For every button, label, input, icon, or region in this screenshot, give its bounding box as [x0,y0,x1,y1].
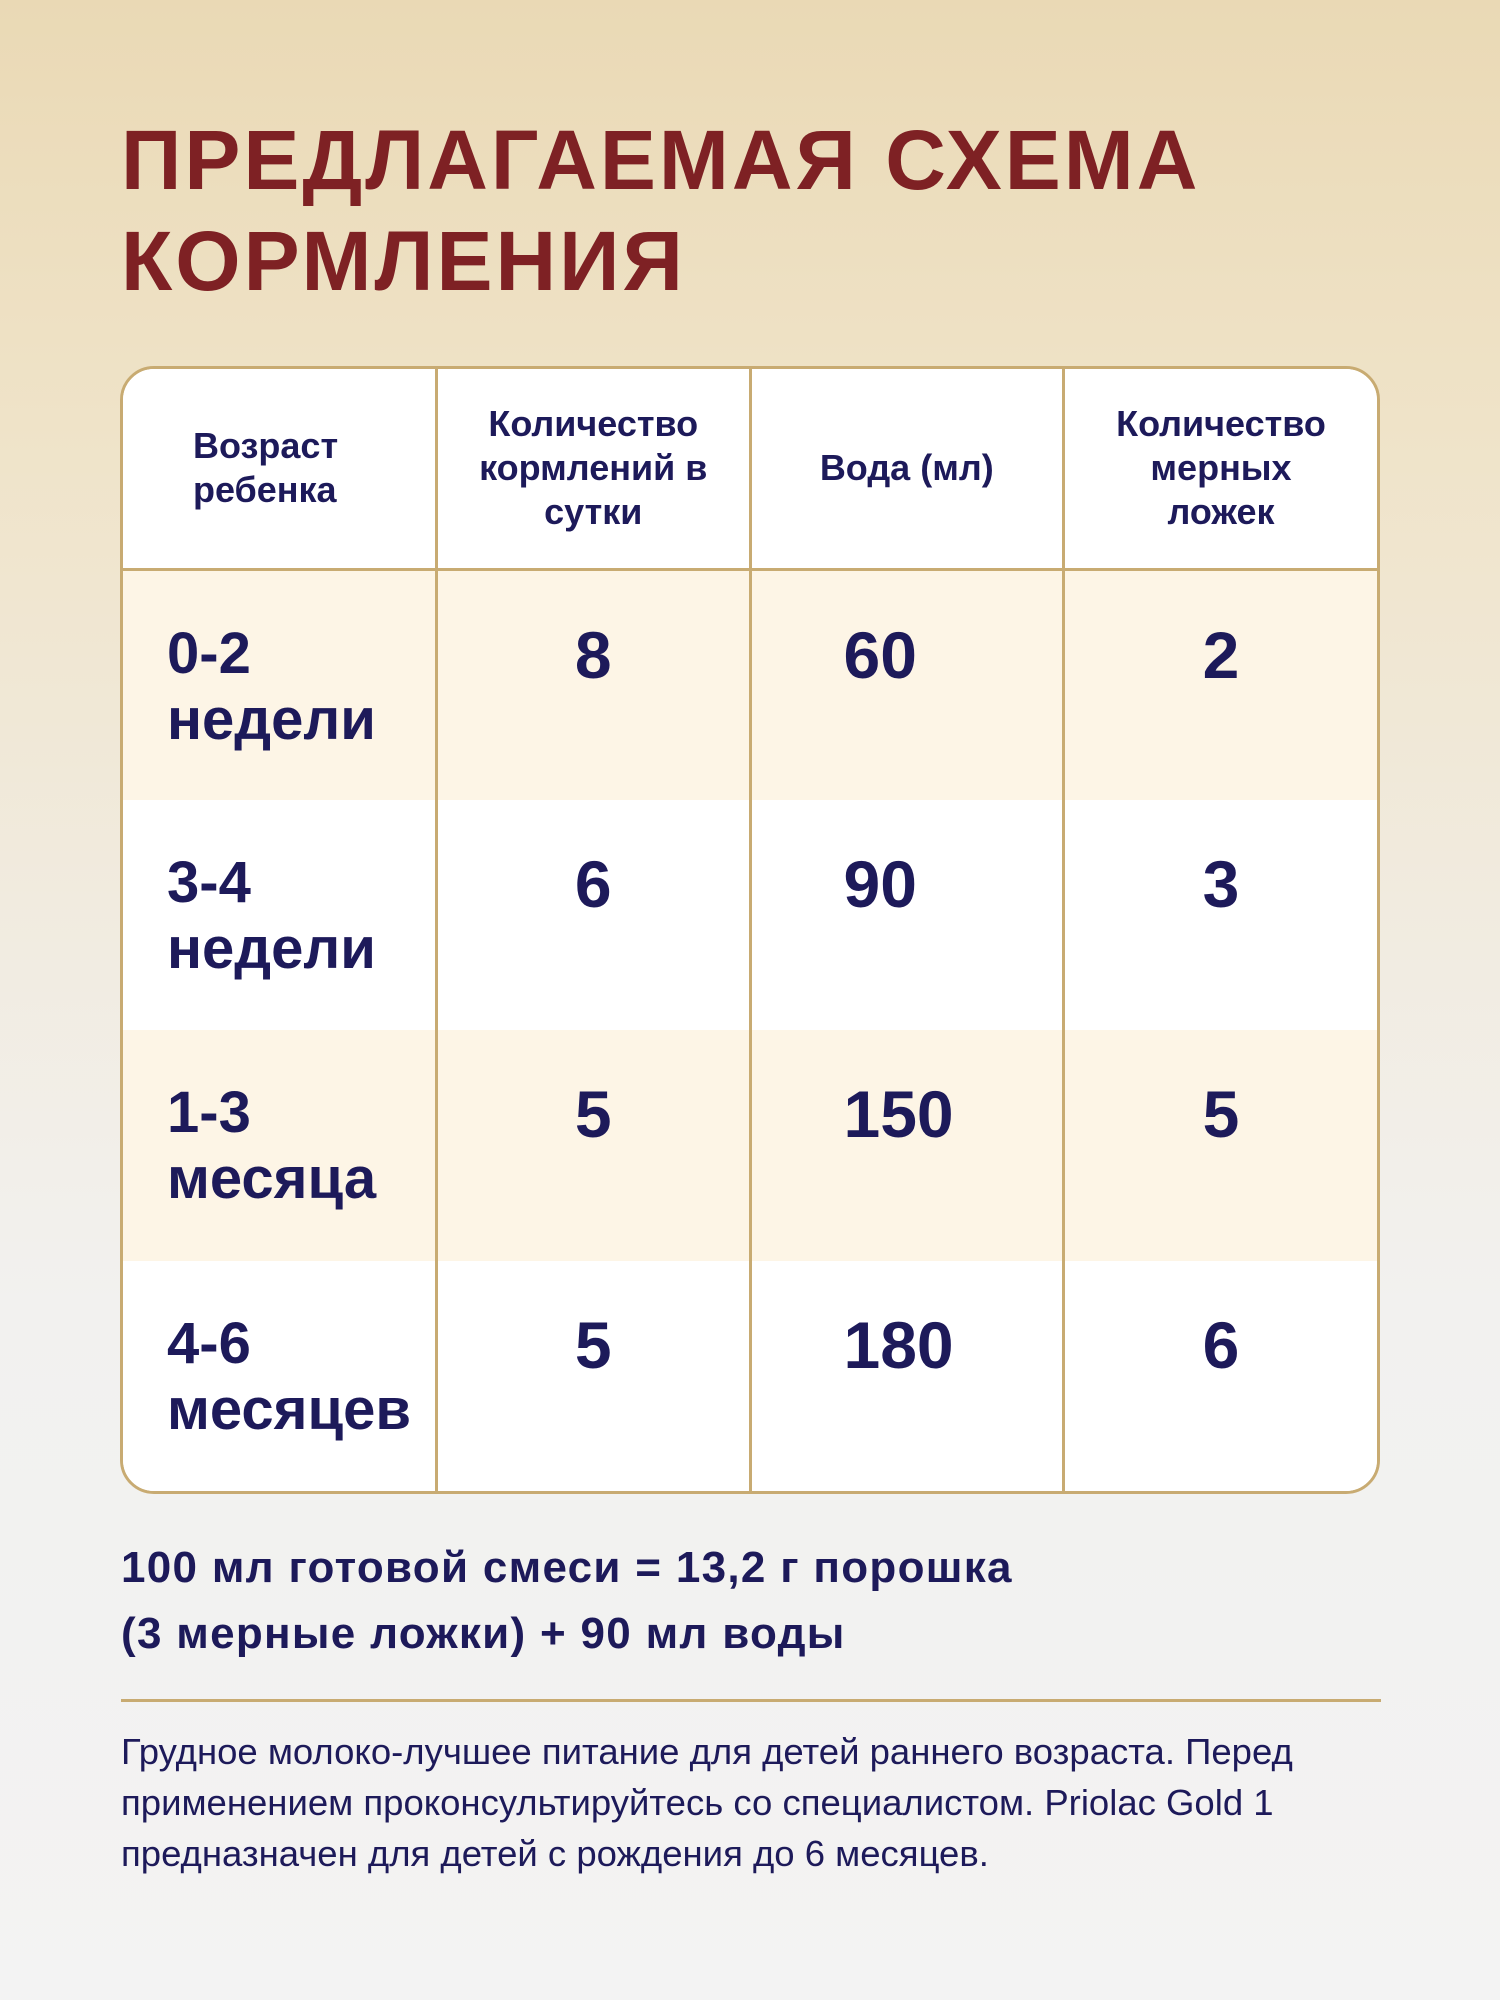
header-water-label: Вода (мл) [819,447,994,489]
header-scoops-label: Количество мерных ложек [1116,403,1326,533]
age-unit: недели [167,686,376,752]
age-unit: недели [167,915,376,981]
feedings-cell: 5 [437,1261,751,1492]
ratio-line-2: (3 мерные ложки) + 90 мл воды [121,1609,846,1658]
feedings-cell: 5 [437,1030,751,1261]
table-header [123,369,1377,569]
table-row [123,569,1377,800]
water-cell: 60 [750,569,1064,800]
feedings-cell: 8 [437,569,751,800]
header-scoops [1064,369,1378,569]
ratio-line-1: 100 мл готовой смеси = 13,2 г порошка [121,1543,1013,1592]
page-title [121,110,1381,312]
age-range: 4-6 [167,1310,251,1376]
disclaimer-text: Грудное молоко-лучшее питание для детей раннего возраста. Перед применением проконсультируйтесь со специалистом. Priolac Gold 1 предназначен для детей с рождения до 6 месяцев. [121,1731,1293,1874]
water-cell: 90 [750,800,1064,1031]
age-cell [123,800,437,1031]
age-range: 1-3 [167,1080,251,1145]
scoops-cell: 3 [1064,800,1378,1031]
water-cell: 180 [750,1261,1064,1492]
divider [121,1699,1381,1702]
age-unit: месяцев [167,1376,412,1442]
age-cell [123,1261,437,1492]
table-row [123,800,1377,1031]
header-age [123,369,437,569]
table-header-row [123,369,1377,569]
age-cell [123,569,437,800]
feeding-schedule-table [123,369,1377,1491]
water-cell: 150 [750,1030,1064,1261]
age-cell [123,1030,437,1261]
preparation-ratio-note [121,1535,1381,1667]
table-body [123,569,1377,1491]
page-title-line-1: ПРЕДЛАГАЕМАЯ СХЕМА [121,113,1201,207]
scoops-cell: 6 [1064,1261,1378,1492]
header-feedings [437,369,751,569]
page-title-line-2: КОРМЛЕНИЯ [121,214,686,308]
scoops-cell: 5 [1064,1030,1378,1261]
header-age-label: Возраст ребенка [193,425,339,511]
feedings-cell: 6 [437,800,751,1031]
header-feedings-label: Количество кормлений в сутки [479,403,708,533]
table-row [123,1261,1377,1492]
feeding-table-card [120,366,1380,1494]
age-range: 3-4 [167,849,251,915]
table-row [123,1030,1377,1261]
header-water [750,369,1064,569]
age-unit: месяца [167,1146,377,1211]
scoops-cell: 2 [1064,569,1378,800]
age-range: 0-2 [167,620,251,686]
